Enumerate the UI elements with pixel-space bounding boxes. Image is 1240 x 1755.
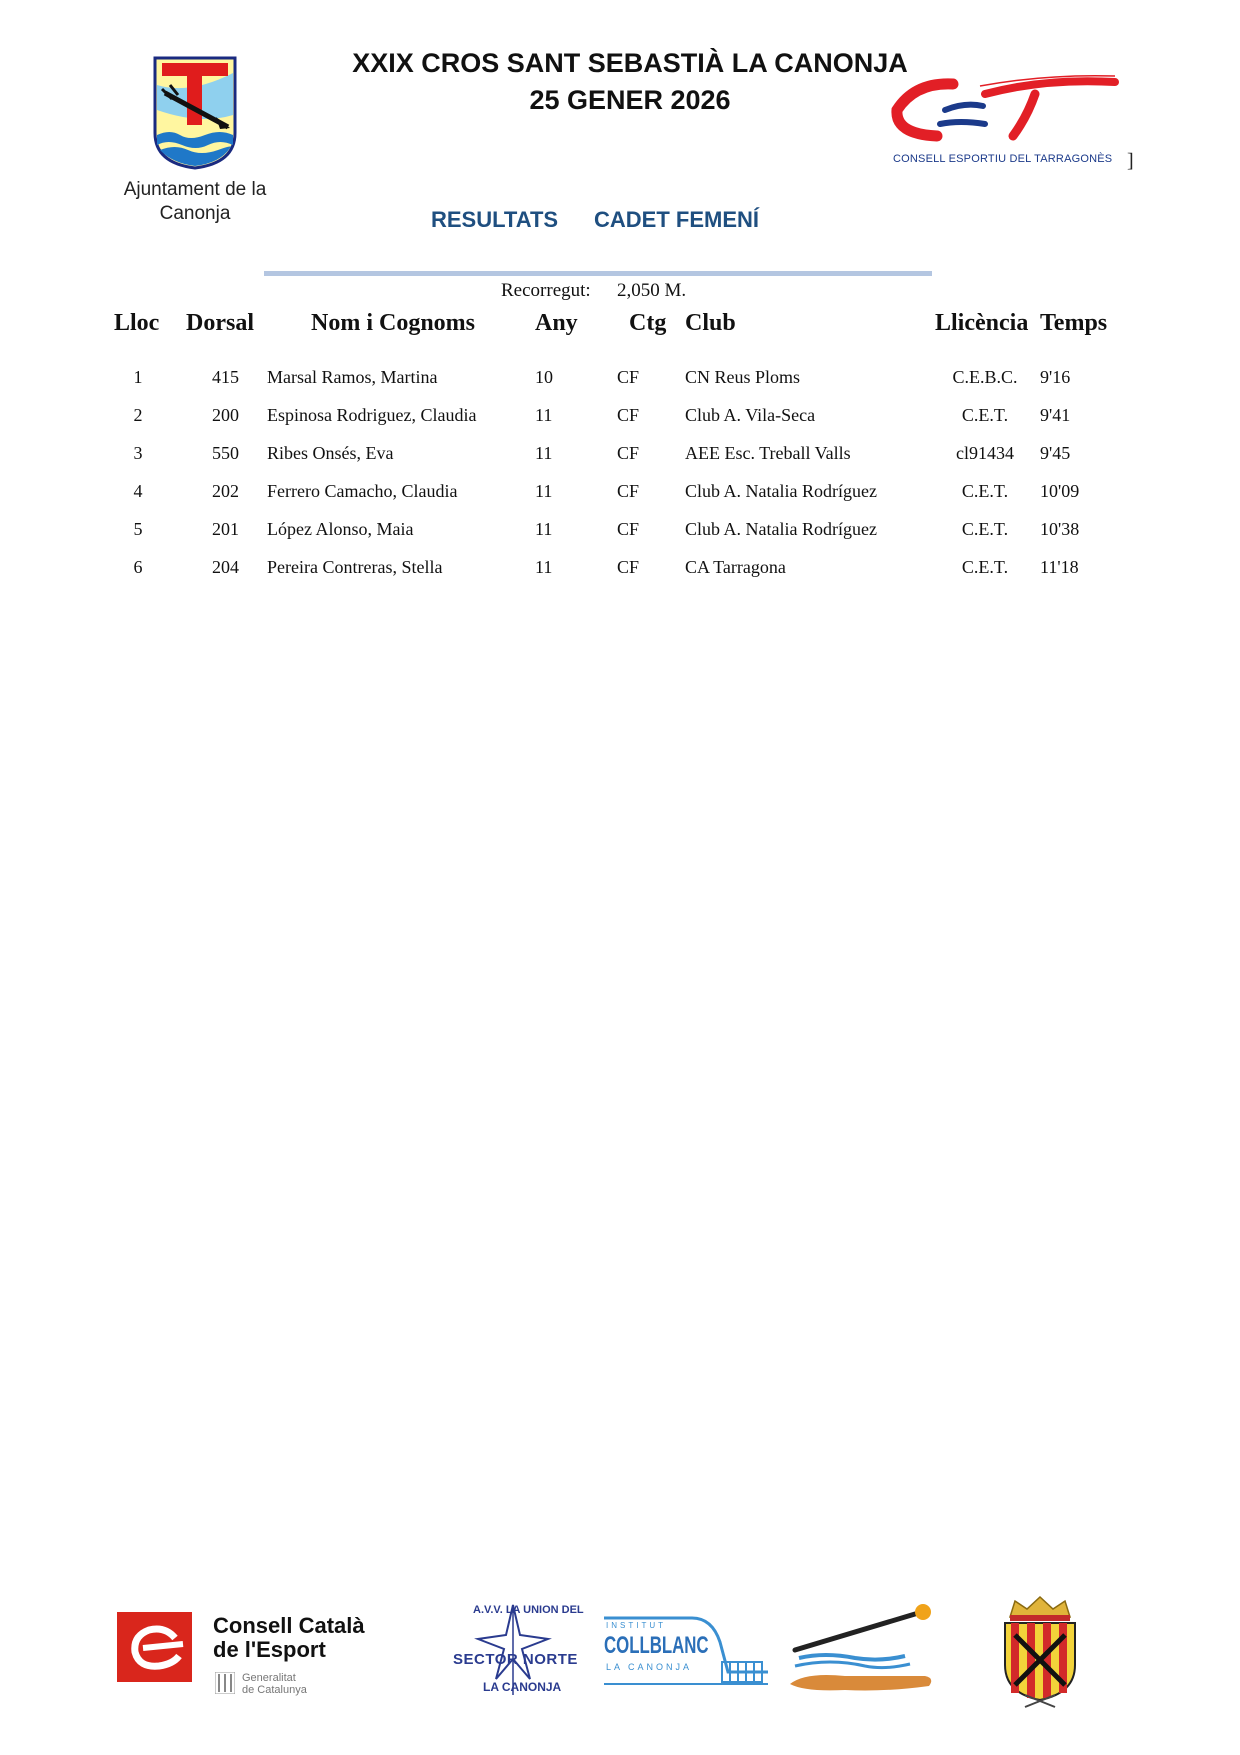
avv-bottom-text: LA CANONJA — [483, 1680, 562, 1694]
cell-llicencia: C.E.T. — [961, 557, 1009, 577]
cell-club: Club A. Natalia Rodríguez — [685, 481, 877, 501]
cell-ctg: CF — [617, 481, 640, 501]
cell-nom: Ferrero Camacho, Claudia — [267, 481, 458, 501]
table-row — [0, 519, 1240, 553]
header-ctg: Ctg — [629, 310, 667, 336]
event-title: XXIX CROS SANT SEBASTIÀ LA CANONJA — [352, 48, 908, 78]
header-nom: Nom i Cognoms — [311, 310, 476, 336]
cell-dorsal: 200 — [212, 405, 239, 425]
cell-nom: Ribes Onsés, Eva — [267, 443, 394, 463]
header-llicencia: Llicència — [935, 310, 1029, 336]
ajuntament-label: Ajuntament de la Canonja — [123, 179, 267, 224]
generalitat-line2: de Catalunya — [242, 1684, 307, 1696]
cell-club: CA Tarragona — [685, 557, 786, 577]
ajuntament-crest — [150, 55, 240, 170]
cell-temps: 10'09 — [1040, 481, 1080, 501]
cell-any: 11 — [535, 481, 553, 501]
cell-ctg: CF — [617, 405, 640, 425]
route-label: Recorregut: — [501, 280, 591, 301]
cell-ctg: CF — [617, 519, 640, 539]
ajuntament-crest-icon — [150, 55, 240, 170]
cell-dorsal: 201 — [212, 519, 239, 539]
cet-name: CONSELL ESPORTIU DEL TARRAGONÈS — [893, 153, 1113, 165]
cell-temps: 9'16 — [1040, 367, 1071, 387]
cell-nom: López Alonso, Maia — [267, 519, 414, 539]
cell-lloc: 5 — [133, 519, 143, 539]
consell-catala-text — [213, 1614, 365, 1662]
cell-any: 10 — [535, 367, 553, 387]
cell-dorsal: 204 — [212, 557, 239, 577]
generalitat-line1: Generalitat — [242, 1672, 296, 1684]
header-club: Club — [685, 310, 736, 336]
cet-logo-icon — [885, 72, 1125, 152]
cell-any: 11 — [535, 519, 553, 539]
generalitat-text — [242, 1672, 307, 1696]
cell-any: 11 — [535, 405, 553, 425]
generalitat-icon — [215, 1672, 235, 1694]
cell-lloc: 2 — [133, 405, 143, 425]
cell-llicencia: C.E.B.C. — [952, 367, 1018, 387]
coat-of-arms-icon — [985, 1595, 1095, 1710]
cell-llicencia: cl91434 — [956, 443, 1014, 463]
cell-dorsal: 550 — [212, 443, 239, 463]
cell-dorsal: 415 — [212, 367, 239, 387]
header-lloc: Lloc — [114, 310, 160, 336]
consell-line1: Consell Català — [213, 1613, 365, 1638]
header-dorsal: Dorsal — [186, 310, 254, 336]
cell-llicencia: C.E.T. — [961, 519, 1009, 539]
cell-any: 11 — [535, 443, 553, 463]
cell-club: CN Reus Ploms — [685, 367, 801, 387]
sticks-logo — [785, 1600, 940, 1700]
avv-middle-text: SECTOR NORTE — [453, 1651, 578, 1668]
consell-catala-logo — [117, 1612, 192, 1682]
consell-catala-icon — [117, 1612, 192, 1682]
cell-llicencia: C.E.T. — [961, 481, 1009, 501]
cet-bracket: ] — [1127, 150, 1134, 172]
table-row — [0, 481, 1240, 515]
cell-lloc: 3 — [133, 443, 143, 463]
cell-dorsal: 202 — [212, 481, 239, 501]
category-label: CADET FEMENÍ — [594, 207, 759, 232]
generalitat-bars-icon — [215, 1672, 235, 1694]
cell-ctg: CF — [617, 443, 640, 463]
table-row — [0, 405, 1240, 439]
cell-nom: Espinosa Rodriguez, Claudia — [267, 405, 477, 425]
cell-any: 11 — [535, 557, 553, 577]
header-any: Any — [535, 310, 578, 336]
institut-small-text: INSTITUT — [606, 1621, 666, 1630]
consell-line2: de l'Esport — [213, 1637, 326, 1662]
cell-lloc: 4 — [133, 481, 143, 501]
cell-lloc: 6 — [133, 557, 143, 577]
event-date: 25 GENER 2026 — [529, 85, 731, 115]
institut-sub-text: LA CANONJA — [606, 1662, 693, 1672]
cell-temps: 11'18 — [1040, 557, 1079, 577]
results-label: RESULTATS — [431, 207, 559, 232]
institut-name-text: COLLBLANC — [604, 1632, 709, 1659]
table-row — [0, 443, 1240, 477]
route-value: 2,050 M. — [617, 280, 687, 301]
canonja-coat-of-arms — [985, 1595, 1095, 1710]
cell-ctg: CF — [617, 557, 640, 577]
sticks-illustration-icon — [785, 1600, 940, 1700]
cell-nom: Pereira Contreras, Stella — [267, 557, 443, 577]
cet-logo — [885, 72, 1125, 152]
table-row — [0, 557, 1240, 591]
cell-nom: Marsal Ramos, Martina — [267, 367, 438, 387]
cell-club: Club A. Natalia Rodríguez — [685, 519, 877, 539]
cell-temps: 9'41 — [1040, 405, 1071, 425]
cell-club: Club A. Vila-Seca — [685, 405, 816, 425]
avv-top-text: A.V.V. LA UNION DEL — [473, 1604, 584, 1616]
cell-temps: 10'38 — [1040, 519, 1080, 539]
cell-ctg: CF — [617, 367, 640, 387]
cell-club: AEE Esc. Treball Valls — [685, 443, 851, 463]
header-temps: Temps — [1040, 310, 1108, 336]
cell-temps: 9'45 — [1040, 443, 1071, 463]
separator-line — [264, 271, 932, 276]
cell-lloc: 1 — [133, 367, 143, 387]
cell-llicencia: C.E.T. — [961, 405, 1009, 425]
table-row — [0, 367, 1240, 401]
